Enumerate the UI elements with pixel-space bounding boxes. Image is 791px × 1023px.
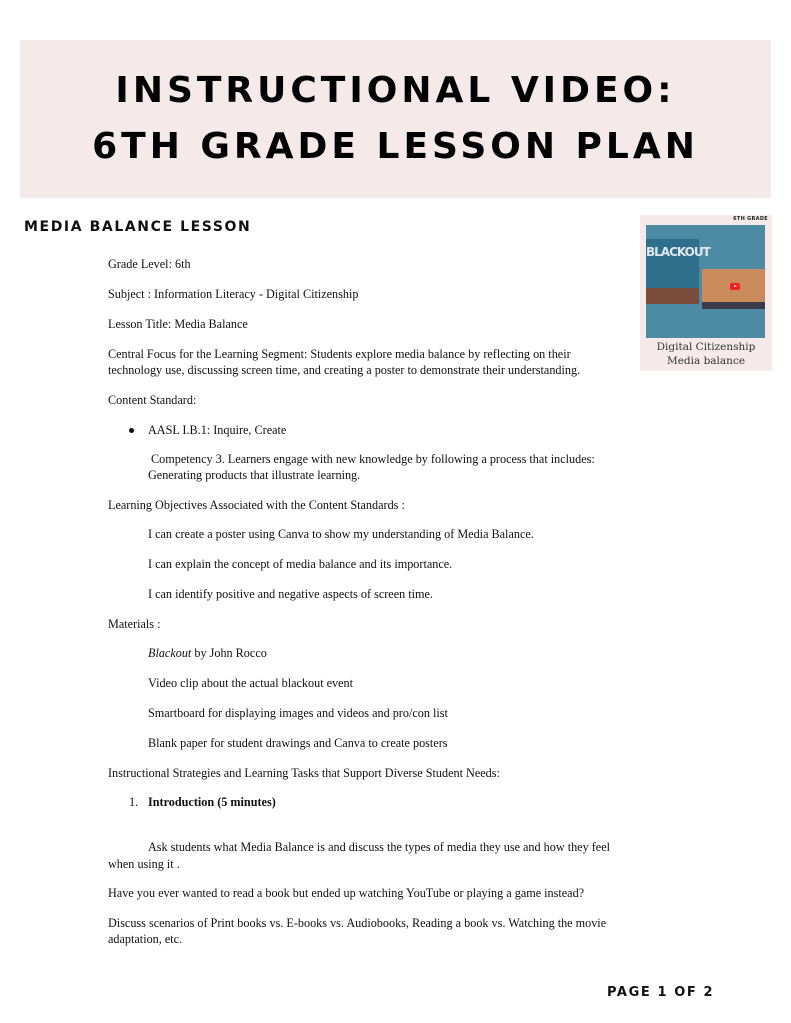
standard-bullet: AASL I.B.1: Inquire, Create	[148, 423, 287, 437]
thumbnail-caption-line-2: Media balance	[666, 355, 746, 367]
materials-label: Materials :	[108, 617, 161, 631]
intro-line-1: Ask students what Media Balance is and discuss the types of media they use and how they feel	[148, 840, 611, 854]
objective-item: I can explain the concept of media balance and its importance.	[148, 557, 453, 571]
competency-line-2: Generating products that illustrate learning.	[148, 468, 361, 482]
book-cover-rooftop	[646, 288, 699, 304]
bullet-icon	[129, 428, 134, 433]
content-standard-label: Content Standard:	[108, 393, 197, 407]
book-title: Blackout	[148, 646, 192, 660]
strategies-label: Instructional Strategies and Learning Tasks that Support Diverse Student Needs:	[108, 766, 500, 780]
material-item-book	[148, 646, 267, 661]
page-title-line-1: INSTRUCTIONAL VIDEO:	[115, 70, 676, 111]
objectives-label: Learning Objectives Associated with the Content Standards :	[108, 498, 405, 512]
lesson-thumbnail	[640, 215, 772, 371]
material-item: Video clip about the actual blackout event	[148, 676, 354, 690]
play-icon	[730, 283, 740, 290]
step-number: 1.	[129, 795, 139, 809]
section-heading: MEDIA BALANCE LESSON	[24, 219, 252, 235]
objective-item: I can create a poster using Canva to show my understanding of Media Balance.	[148, 527, 534, 541]
central-focus-line-1: Central Focus for the Learning Segment: Students explore media balance by reflecting on their	[108, 347, 571, 361]
book-author: by John Rocco	[191, 646, 267, 660]
question-text: Have you ever wanted to read a book but ended up watching YouTube or playing a game instead?	[108, 886, 585, 900]
thumbnail-caption-line-1: Digital Citizenship	[656, 341, 756, 353]
intro-line-2: when using it .	[108, 857, 180, 871]
grade-level: Grade Level: 6th	[108, 257, 191, 271]
scenarios-line-1: Discuss scenarios of Print books vs. E-books vs. Audiobooks, Reading a book vs. Watching the movie	[108, 916, 607, 930]
step-title: Introduction (5 minutes)	[148, 795, 276, 809]
material-item: Blank paper for student drawings and Canva to create posters	[148, 736, 448, 750]
video-thumbnail	[702, 269, 765, 309]
material-item: Smartboard for displaying images and videos and pro/con list	[148, 706, 448, 720]
thumbnail-image	[646, 225, 765, 338]
book-cover-title: BLACKOUT	[646, 245, 710, 259]
page-number: PAGE 1 OF 2	[607, 985, 715, 1000]
scenarios-line-2: adaptation, etc.	[108, 932, 183, 946]
thumbnail-grade-label: 6TH GRADE	[733, 216, 768, 222]
page-title-line-2: 6TH GRADE LESSON PLAN	[92, 126, 699, 167]
book-cover-image	[646, 239, 710, 304]
video-caption-bar	[702, 302, 765, 309]
lesson-title: Lesson Title: Media Balance	[108, 317, 248, 331]
competency-line-1: Competency 3. Learners engage with new knowledge by following a process that includes:	[148, 452, 595, 466]
header-banner	[20, 40, 771, 198]
central-focus-line-2: technology use, discussing screen time, and creating a poster to demonstrate their understanding.	[108, 363, 581, 377]
objective-item: I can identify positive and negative aspects of screen time.	[148, 587, 433, 601]
subject: Subject : Information Literacy - Digital Citizenship	[108, 287, 359, 301]
